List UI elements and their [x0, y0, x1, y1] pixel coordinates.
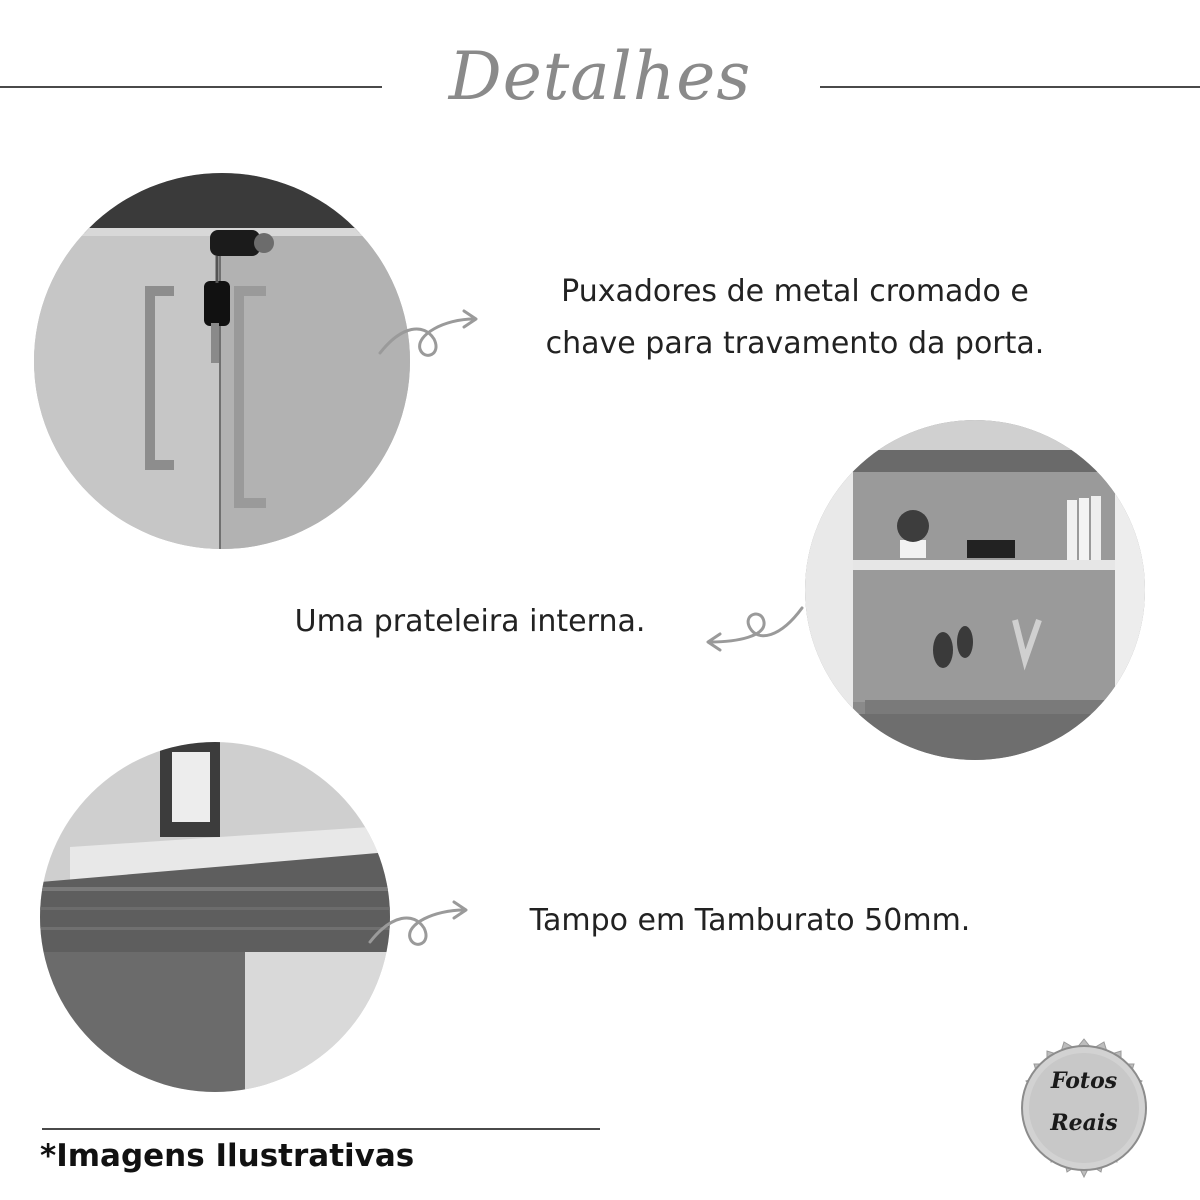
caption-line: Uma prateleira interna.	[294, 604, 646, 639]
caption-line: Tampo em Tamburato 50mm.	[529, 903, 971, 938]
seal-text-line1: Fotos	[1050, 1068, 1118, 1094]
inner-shelf-photo	[805, 420, 1145, 760]
detail-caption-shelf	[255, 596, 685, 648]
caption-line: Puxadores de metal cromado e	[561, 274, 1029, 309]
detail-caption-top	[485, 895, 1015, 947]
curly-arrow-icon	[362, 892, 477, 952]
real-photos-seal-icon	[993, 1023, 1175, 1193]
curly-arrow-icon	[698, 598, 808, 658]
detail-caption-handles	[470, 266, 1120, 370]
header-rule-left	[0, 86, 382, 88]
page-title: Detalhes	[448, 38, 752, 115]
caption-line: chave para travamento da porta.	[545, 326, 1045, 361]
illustrative-images-note: *Imagens Ilustrativas	[40, 1138, 415, 1174]
seal-text-line2: Reais	[1050, 1110, 1118, 1136]
door-handles-photo	[34, 173, 410, 549]
header-rule-right	[820, 86, 1200, 88]
desk-top-photo	[40, 742, 390, 1092]
footer-rule	[42, 1128, 600, 1130]
